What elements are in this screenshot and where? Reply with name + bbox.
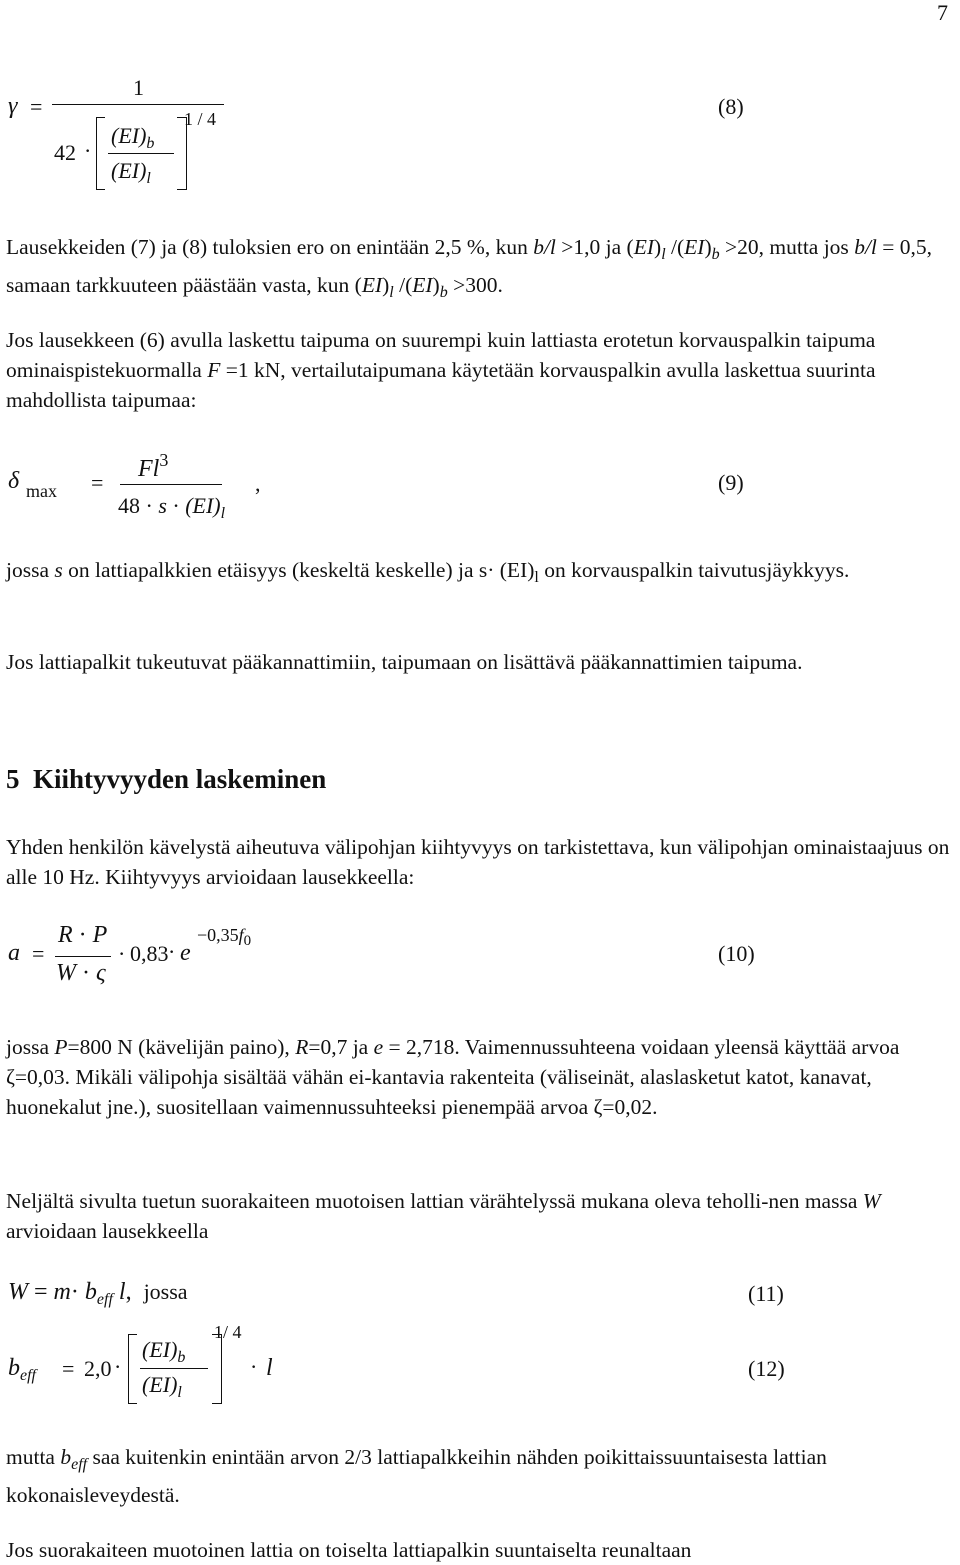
eq10-r: R bbox=[58, 922, 73, 948]
eq12-num-ei: (EI) bbox=[142, 1337, 178, 1362]
eq10-fraction-bar bbox=[55, 956, 111, 957]
section-heading bbox=[6, 764, 326, 795]
eq8-fraction-bar bbox=[52, 104, 224, 105]
eq12-b-sub: eff bbox=[20, 1367, 36, 1384]
paragraph-7: Neljältä sivulta tuetun suorakaiteen muotoisen lattian värähtelyssä mukana oleva teholli-nen massa W arvioidaan lausekkeella bbox=[6, 1189, 881, 1243]
eq9-equals: = bbox=[91, 470, 104, 495]
eq9-num: Fl bbox=[138, 456, 160, 482]
paragraph-9: Jos suorakaiteen muotoinen lattia on toiselta lattiapalkin suuntaiselta reunaltaan bbox=[6, 1538, 692, 1562]
eq8-den-sub: l bbox=[146, 170, 151, 187]
eq10-e: e bbox=[180, 940, 191, 966]
eq8-numerator: 1 bbox=[133, 75, 144, 100]
eq12-bracket-left bbox=[128, 1334, 129, 1404]
eq9-delta-sub: max bbox=[26, 481, 57, 501]
eq9-den-ei: (EI) bbox=[185, 493, 221, 518]
eq9-comma: , bbox=[255, 471, 261, 496]
eq10-exp-sub: 0 bbox=[243, 933, 252, 949]
eq11-sub: eff bbox=[96, 1291, 113, 1308]
eq8-inner-bar bbox=[108, 153, 174, 154]
eq9-den-s: s bbox=[158, 493, 167, 518]
eq11-number: (11) bbox=[748, 1281, 784, 1306]
eq11-equals: = bbox=[34, 1279, 48, 1305]
eq10-equals: = bbox=[32, 941, 45, 966]
eq9-fraction-bar bbox=[120, 484, 222, 485]
eq12-l: l bbox=[266, 1355, 273, 1381]
eq10-w: W bbox=[56, 960, 76, 986]
eq9-delta: δ bbox=[8, 468, 20, 494]
eq10-exp: −0,35 bbox=[197, 925, 239, 945]
eq11-l: l bbox=[118, 1279, 126, 1305]
section-number: 5 bbox=[6, 764, 20, 794]
eq12-b: b bbox=[8, 1355, 20, 1381]
eq8-coef: 42 bbox=[54, 140, 76, 165]
paragraph-8: mutta $b_{eff}$ saa kuitenkin enintään arvon 2/3 lattiapalkkeihin nähden poikittaissuuntaisesta lattian kokonaisleveydestä. bbox=[6, 1445, 827, 1507]
eq11-word: jossa bbox=[143, 1279, 188, 1304]
eq8-gamma: γ bbox=[8, 93, 18, 119]
eq8-num-ei: (EI) bbox=[111, 123, 147, 148]
eq9-den-coef: 48 bbox=[118, 493, 140, 518]
eq12-den-ei: (EI) bbox=[142, 1372, 178, 1397]
eq10-number: (10) bbox=[718, 941, 755, 966]
eq8-exponent: 1 / 4 bbox=[184, 109, 217, 129]
eq11-w: W bbox=[8, 1279, 28, 1305]
eq12-den-sub: l bbox=[177, 1384, 182, 1401]
page-number: 7 bbox=[937, 0, 948, 25]
eq8-equals: = bbox=[30, 94, 43, 119]
eq8-bracket-left bbox=[96, 117, 97, 190]
paragraph-2: Jos lausekkeen (6) avulla laskettu taipuma on suurempi kuin lattiasta erotetun korvauspalkin taipuma ominaispistekuormalla F =1 kN, vertailutaipumana käytetään korvauspalkin avulla laskettua suurinta mahdollista taipumaa: bbox=[6, 328, 876, 412]
paragraph-1: Lausekkeiden (7) ja (8) tuloksien ero on enintään 2,5 %, kun b/l >1,0 ja $(EI)_l$ $/(EI)_b >20$, mutta jos b/l = 0,5, samaan tarkkuuteen päästään vasta, kun $(EI)_l$ $/(EI)_b >300$. bbox=[6, 235, 933, 301]
eq12-coef: 2,0 bbox=[84, 1356, 112, 1381]
eq10-dot: · bbox=[118, 941, 126, 966]
eq12-number: (12) bbox=[748, 1356, 785, 1381]
eq10-exp-f: f bbox=[238, 925, 244, 945]
eq9-number: (9) bbox=[718, 470, 744, 495]
eq10-coef: 0,83 bbox=[130, 941, 169, 966]
eq8-den-ei: (EI) bbox=[111, 158, 147, 183]
eq9-den-sub: l bbox=[220, 505, 226, 522]
eq9-num-sup: 3 bbox=[159, 450, 169, 470]
eq10-a: a bbox=[8, 940, 20, 966]
eq8-number: (8) bbox=[718, 94, 744, 119]
eq12-dot: · bbox=[114, 1354, 122, 1379]
eq12-inner-bar bbox=[140, 1368, 208, 1369]
eq12-num-sub: b bbox=[177, 1349, 186, 1366]
paragraph-4: Jos lattiapalkit tukeutuvat pääkannattimiin, taipumaan on lisättävä pääkannattimien taipuma. bbox=[6, 650, 803, 674]
eq8-dot: · bbox=[84, 138, 92, 163]
eq10-p: P bbox=[92, 922, 108, 948]
paragraph-6: jossa P=800 N (kävelijän paino), R=0,7 ja e = 2,718. Vaimennussuhteena voidaan yleensä käyttää arvoa ζ=0,03. Mikäli välipohja sisältää vähän ei-kantavia rakenteita (väliseinät, alaslasketut katot, kanavat, huonekalut jne.), suositellaan vaimennussuhteeksi pienempää arvoa ζ=0,02. bbox=[6, 1035, 900, 1119]
eq12-dot2: · bbox=[250, 1354, 258, 1379]
eq11-b: b bbox=[84, 1279, 97, 1305]
eq12-equals: = bbox=[62, 1356, 75, 1381]
eq8-num-sub: b bbox=[146, 135, 155, 152]
section-title: Kiihtyvyyden laskeminen bbox=[33, 764, 327, 794]
paragraph-5: Yhden henkilön kävelystä aiheutuva välipohjan kiihtyvyys on tarkistettava, kun välipohjan ominaistaajuus on alle 10 Hz. Kiihtyvyys arvioidaan lausekkeella: bbox=[6, 835, 950, 889]
eq12-exponent: 1/ 4 bbox=[214, 1322, 242, 1342]
paragraph-3: jossa s on lattiapalkkien etäisyys (keskeltä keskelle) ja $s\cdot (EI)_l$ on korvauspalkin taivutusjäykkyys. bbox=[6, 558, 850, 586]
eq10-zeta: ς bbox=[96, 960, 106, 986]
eq11-m: m bbox=[53, 1279, 71, 1305]
eq12-bracket-right bbox=[221, 1334, 222, 1404]
